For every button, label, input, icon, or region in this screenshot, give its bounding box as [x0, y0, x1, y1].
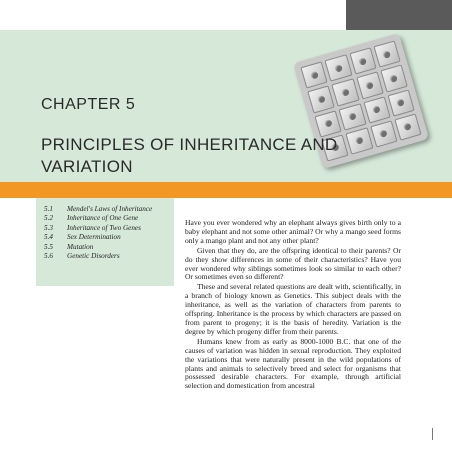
body-paragraph: Given that they do, are the offspring identical to their parents? Or do they show differences in some of their characteristics? Have you ever wondered why siblings sometimes look so similar to each other? Or sometimes even so different?	[185, 245, 401, 282]
puzzle-piece-icon	[355, 137, 364, 146]
puzzle-piece-icon	[390, 74, 399, 83]
puzzle-tile	[349, 47, 377, 75]
puzzle-tile	[300, 61, 328, 89]
orange-accent-band	[0, 182, 452, 198]
toc-item	[44, 252, 174, 261]
puzzle-piece-icon	[317, 95, 326, 104]
puzzle-tile	[380, 65, 408, 93]
puzzle-tile	[373, 40, 401, 68]
puzzle-piece-icon	[365, 81, 374, 90]
toc-item-number: 5.2	[44, 214, 53, 223]
top-bar	[0, 0, 452, 30]
table-of-contents	[36, 198, 174, 261]
toc-item-number: 5.5	[44, 242, 53, 251]
toc-item-title: Mutation	[67, 242, 94, 251]
toc-item-number: 5.6	[44, 252, 53, 261]
puzzle-piece-icon	[383, 50, 392, 59]
puzzle-tile	[325, 54, 353, 82]
toc-item	[44, 205, 174, 214]
body-paragraph: Have you ever wondered why an elephant always gives birth only to a baby elephant and not some other animal? Or why a mango seed forms only a mango plant and not any other plant?	[185, 218, 401, 245]
puzzle-piece-icon	[379, 130, 388, 139]
toc-item-title: Mendel's Laws of Inheritance	[67, 205, 153, 213]
page-corner-mark	[432, 428, 433, 440]
toc-item	[44, 214, 174, 223]
toc-item-title: Sex Determination	[67, 233, 121, 242]
puzzle-piece-icon	[334, 64, 343, 73]
puzzle-piece-icon	[358, 57, 367, 66]
toc-item	[44, 224, 174, 233]
top-right-dark-block	[346, 0, 452, 30]
puzzle-tile	[339, 103, 367, 131]
puzzle-tile	[356, 72, 384, 100]
puzzle-tile	[346, 127, 374, 155]
chapter-title: PRINCIPLES OF INHERITANCE AND VARIATION	[41, 135, 338, 176]
toc-item	[44, 243, 174, 252]
puzzle-tile	[370, 120, 398, 148]
puzzle-piece-icon	[341, 88, 350, 97]
body-paragraph: These and several related questions are dealt with, scientifically, in a branch of biology known as Genetics. This subject deals with the inheritance, as well as the variation of characters from parents to offspring. Inheritance is the process by which characters are passed on from parent to progeny; it is the basis of heredity. Variation is the degree by which progeny differ from their parents.	[185, 282, 401, 336]
toc-item-number: 5.3	[44, 223, 53, 232]
chapter-body-text	[185, 219, 401, 392]
puzzle-piece-icon	[397, 98, 406, 107]
puzzle-tile	[363, 96, 391, 124]
toc-item-title: Inheritance of One Gene	[67, 214, 139, 223]
puzzle-piece-icon	[310, 71, 319, 80]
contents-sidebar	[36, 198, 174, 286]
body-paragraph: Humans knew from as early as 8000-1000 B.C. that one of the causes of variation was hidden in sexual reproduction. They exploited the variations that were naturally present in the wild populations of plants and animals to selectively breed and select for organisms that possessed desirable characters. For example, through artificial selection and domestication from ancestral	[185, 336, 401, 391]
toc-item-title: Inheritance of Two Genes	[67, 223, 141, 232]
puzzle-piece-icon	[324, 119, 333, 128]
puzzle-tile	[394, 113, 422, 141]
chapter-number: CHAPTER 5	[41, 96, 136, 113]
puzzle-tile	[387, 89, 415, 117]
puzzle-tile	[332, 79, 360, 107]
toc-item-title: Genetic Disorders	[67, 252, 120, 261]
puzzle-piece-icon	[372, 105, 381, 114]
toc-item-number: 5.1	[44, 205, 53, 213]
puzzle-tile	[307, 86, 335, 114]
toc-item	[44, 233, 174, 242]
puzzle-piece-icon	[348, 112, 357, 121]
puzzle-piece-icon	[404, 123, 413, 132]
toc-item-number: 5.4	[44, 233, 53, 242]
